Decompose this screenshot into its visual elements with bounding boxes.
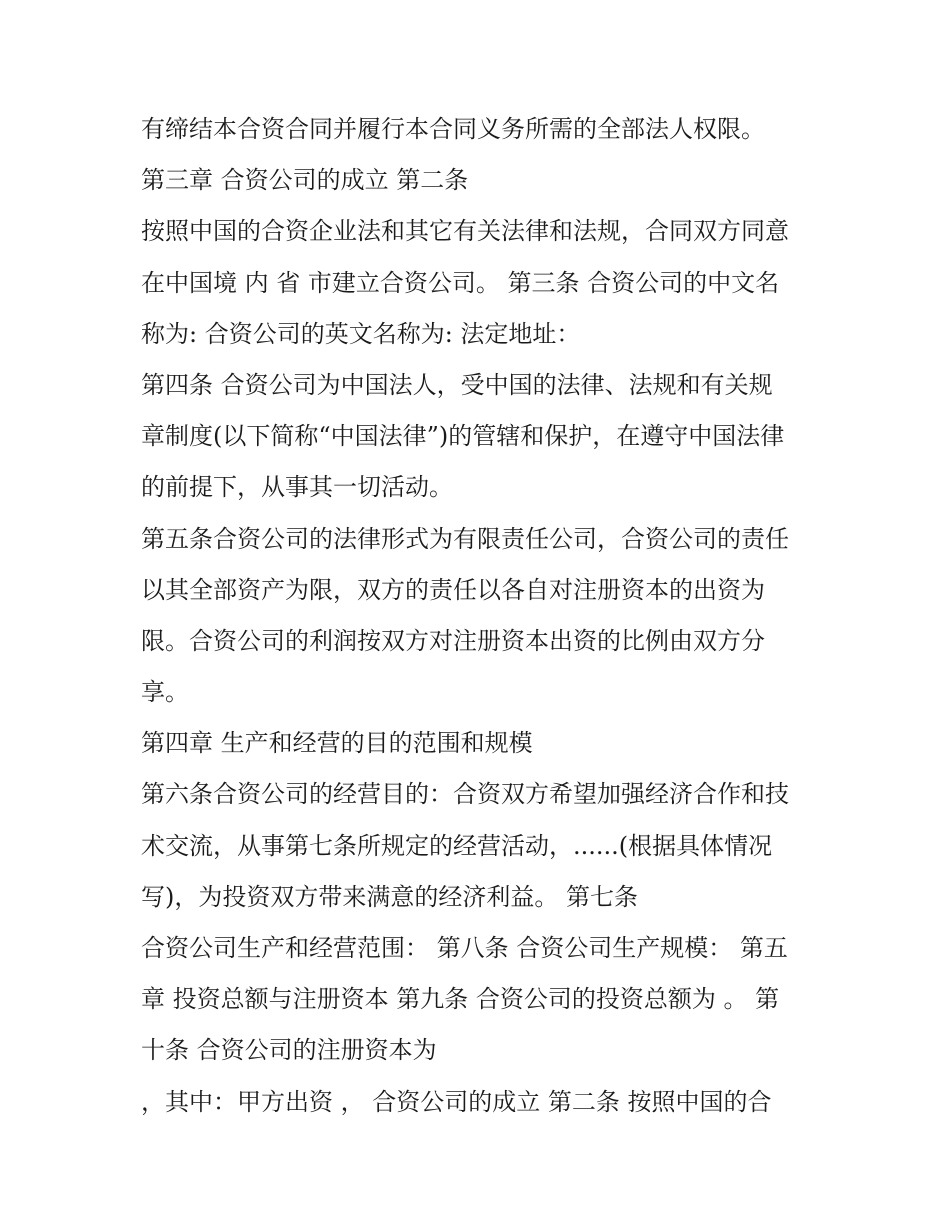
text-line: 按照中国的合资企业法和其它有关法律和法规，合同双方同意	[141, 217, 789, 246]
text-line: 第四条 合资公司为中国法人，受中国的法律、法规和有关规	[141, 370, 773, 399]
text-line: 第五条合资公司的法律形式为有限责任公司，合资公司的责任	[141, 524, 789, 553]
text-line: 称为: 合资公司的英文名称为: 法定地址：	[141, 319, 581, 348]
text-line: 章制度(以下简称“中国法律”)的管辖和保护，在遵守中国法律	[141, 422, 785, 451]
text-line: 写)，为投资双方带来满意的经济利益。 第七条	[141, 882, 638, 911]
text-line: 章 投资总额与注册资本 第九条 合资公司的投资总额为 。 第	[141, 985, 780, 1014]
text-line: 的前提下，从事其一切活动。	[141, 473, 453, 502]
text-line: 第六条合资公司的经营目的：合资双方希望加强经济合作和技	[141, 780, 789, 809]
text-line: 在中国境 内 省 市建立合资公司。 第三条 合资公司的中文名	[141, 268, 780, 297]
text-line: 限。合资公司的利润按双方对注册资本出资的比例由双方分	[141, 626, 765, 655]
text-line: 十条 合资公司的注册资本为	[141, 1036, 437, 1065]
text-line: ，其中：甲方出资 ， 合资公司的成立 第二条 按照中国的合	[141, 1087, 772, 1116]
text-line: 术交流，从事第七条所规定的经营活动，......(根据具体情况	[141, 831, 773, 860]
text-line: 合资公司生产和经营范围： 第八条 合资公司生产规模： 第五	[141, 934, 788, 962]
document-body	[141, 104, 821, 1128]
text-line: 享。	[141, 678, 189, 707]
chapter-heading-line: 第四章 生产和经营的目的范围和规模	[141, 729, 533, 758]
text-line: 有缔结本合资合同并履行本合同义务所需的全部法人权限。	[141, 115, 765, 143]
chapter-heading-line: 第三章 合资公司的成立 第二条	[141, 166, 469, 195]
text-line: 以其全部资产为限，双方的责任以各自对注册资本的出资为	[141, 575, 765, 604]
